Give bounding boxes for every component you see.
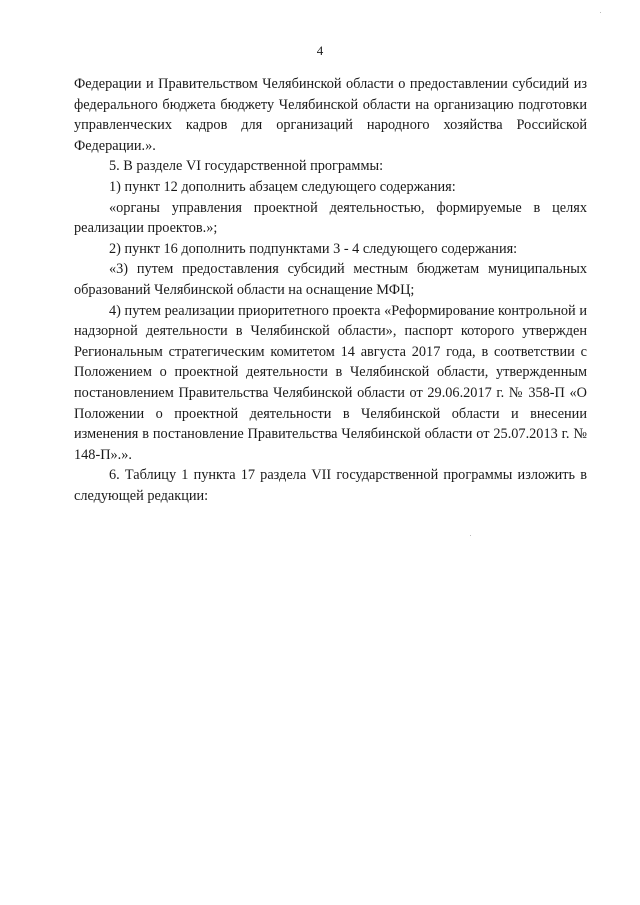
paragraph-8: 6. Таблицу 1 пункта 17 раздела VII государственной программы изложить в следующей редакции: bbox=[74, 467, 587, 504]
paragraph-7: 4) путем реализации приоритетного проекта «Реформирование контрольной и надзорной деятельности в Челябинской области», паспорт которого утвержден Региональным стратегическим комитетом 14 августа 2017 года, в соответствии с Положением о проектной деятельности в Челябинской области, утвержденным постановлением Правительства Челябинской области от 29.06.2017 г. № 358-П «О Положении о проектной деятельности в Челябинской области и внесении изменения в постановление Правительства Челябинской области от 25.07.2013 г. № 148-П».». bbox=[74, 302, 587, 463]
paragraph-4: «органы управления проектной деятельностью, формируемые в целях реализации проектов.»; bbox=[74, 199, 587, 237]
paragraph-6: «3) путем предоставления субсидий местным бюджетам муниципальных образований Челябинской области на оснащение МФЦ; bbox=[74, 261, 587, 298]
paragraph-2: 5. В разделе VI государственной программы: bbox=[109, 158, 384, 175]
scan-speck-middle bbox=[470, 535, 471, 536]
scan-speck-top-right bbox=[600, 12, 601, 13]
page-number: 4 bbox=[316, 43, 324, 58]
paragraph-5: 2) пункт 16 дополнить подпунктами 3 - 4 следующего содержания: bbox=[109, 240, 518, 257]
paragraph-1: Федерации и Правительством Челябинской области о предоставлении субсидий из федерального бюджета бюджету Челябинской области на организацию подготовки управленческих кадров для организаций народного хозяйства Российской Федерации.». bbox=[74, 76, 587, 154]
paragraph-3: 1) пункт 12 дополнить абзацем следующего содержания: bbox=[109, 178, 456, 195]
document-body bbox=[74, 74, 587, 506]
